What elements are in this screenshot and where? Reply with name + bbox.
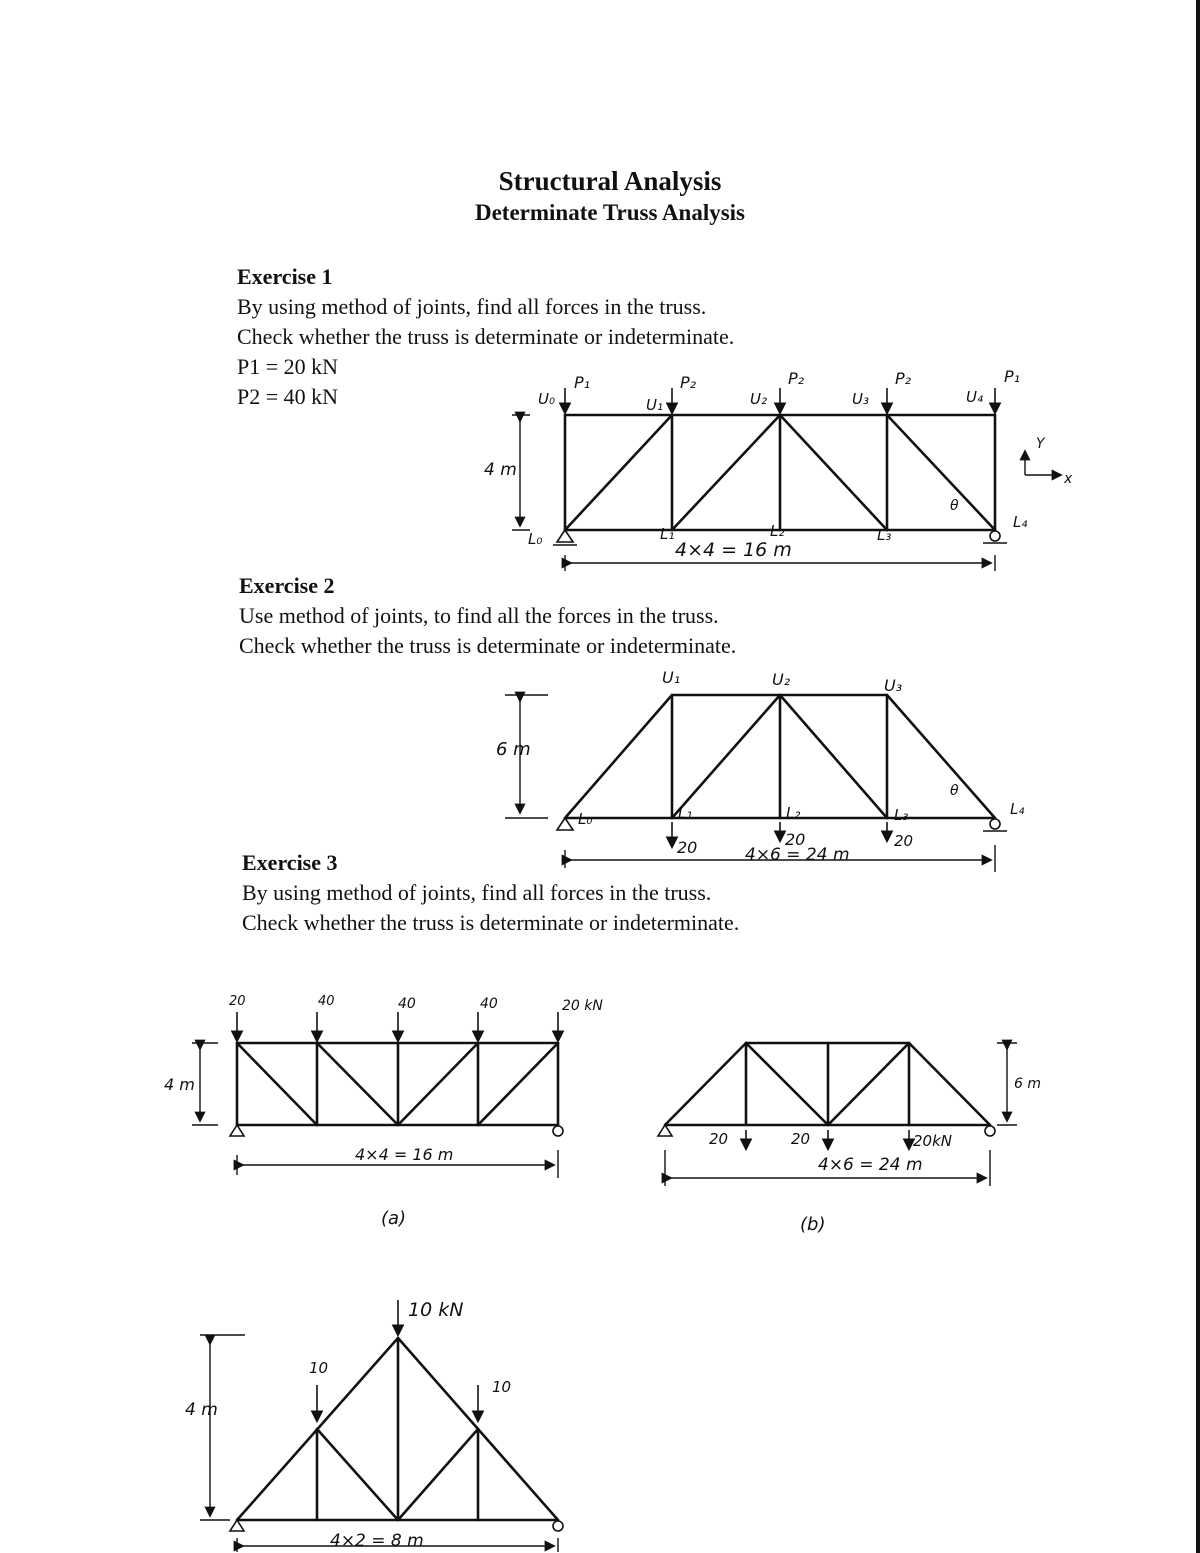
ex2-node-u1: U₁ [662,668,681,687]
ex1-load-p2-2: P₂ [788,369,805,388]
exercise-2-line-1: Use method of joints, to find all the forces in the truss. [239,603,719,628]
ex3b-load-1: 20 [709,1130,729,1148]
ex3b-roller-support [985,1126,995,1136]
ex2-members [565,695,995,818]
ex3b-load-arrows [746,1130,909,1148]
exercise-3-heading: Exercise 3 [242,850,338,875]
ex2-load-arrows [672,822,887,846]
ex3b-height-label: 6 m [1014,1076,1041,1092]
ex3c-pin-support [230,1520,244,1531]
ex3a-load-5: 20 kN [562,998,603,1014]
ex3a-load-2: 40 [318,994,335,1009]
ex3a-members [237,1043,558,1125]
ex3a-load-arrows [237,1012,558,1040]
exercise-1-line-1: By using method of joints, find all forces in the truss. [237,294,707,319]
ex3a-caption: (a) [381,1208,407,1229]
ex1-members [565,415,995,530]
ex3a-roller-support [553,1126,563,1136]
exercise-3b-truss [658,1043,1041,1235]
ex1-node-u2: U₂ [750,390,767,408]
ex2-node-l2: L₂ [786,804,801,822]
exercise-1-p1: P1 = 20 kN [237,354,339,379]
ex1-node-u0: U₀ [538,390,555,408]
exercise-1-p2: P2 = 40 kN [237,384,339,409]
ex3c-members [237,1338,558,1520]
ex3b-load-3: 20kN [913,1132,952,1150]
ex1-node-u3: U₃ [852,390,869,408]
ex3b-members [665,1043,990,1125]
ex1-theta: θ [950,498,959,514]
ex3c-load-right: 10 [492,1378,512,1396]
page-subtitle: Determinate Truss Analysis [474,200,746,225]
ex1-axis-y-label: Y [1036,436,1045,452]
ex2-span-label: 4×6 = 24 m [745,845,850,865]
ex1-load-p1-right: P₁ [1004,367,1021,386]
ex3b-span-label: 4×6 = 24 m [818,1155,923,1175]
ex3c-load-top: 10 kN [408,1299,464,1321]
ex3a-load-3: 40 [398,996,416,1012]
ex3a-span-label: 4×4 = 16 m [355,1145,454,1164]
ex1-node-l2: L₂ [770,522,785,540]
ex1-node-l4: L₄ [1013,513,1028,531]
ex3c-roller-support [553,1521,563,1531]
ex1-load-p1-left: P₁ [574,373,591,392]
ex2-load-1: 20 [677,838,698,857]
ex3a-pin-support [230,1125,244,1136]
ex3b-load-2: 20 [791,1130,811,1148]
ex2-load-3: 20 [894,832,914,850]
ex2-node-u3: U₃ [884,676,903,695]
ex1-pin-support-left [557,530,573,542]
ex3b-caption: (b) [800,1214,826,1235]
ex1-node-l0: L₀ [528,530,543,548]
ex2-node-l1: L₁ [678,804,693,822]
ex2-roller-support-right [990,819,1000,829]
ex3c-span-label: 4×2 = 8 m [330,1531,424,1551]
ex2-theta: θ [950,783,959,799]
ex2-height-label: 6 m [496,739,531,760]
ex1-load-arrows [565,388,995,412]
exercise-2-line-2: Check whether the truss is determinate or indeterminate. [239,633,737,658]
ex3a-load-4: 40 [480,996,498,1012]
ex2-load-2: 20 [785,830,806,849]
ex1-node-u4: U₄ [966,388,983,406]
ex2-node-l0: L₀ [578,810,593,828]
exercise-1-line-2: Check whether the truss is determinate or indeterminate. [237,324,735,349]
ex1-span-label: 4×4 = 16 m [675,539,792,561]
ex3c-load-left: 10 [309,1359,329,1377]
ex1-node-l3: L₃ [877,526,892,544]
ex1-height-label: 4 m [484,460,517,480]
ex3c-height-label: 4 m [185,1400,218,1420]
ex1-axis-x-label: x [1064,471,1073,487]
ex1-load-p2-3: P₂ [895,369,912,388]
ex3a-height-label: 4 m [164,1075,195,1094]
exercise-3a-truss [164,994,603,1229]
ex3a-load-1: 20 [229,994,246,1009]
exercise-2-heading: Exercise 2 [239,573,335,598]
exercise-2-truss [496,668,1024,872]
ex1-roller-support-right [990,531,1000,541]
exercise-3c-truss [185,1299,563,1552]
exercise-1-truss [484,367,1073,571]
ex1-load-p2-1: P₂ [680,373,697,392]
exercise-3-line-1: By using method of joints, find all forces in the truss. [242,880,712,905]
ex2-node-u2: U₂ [772,670,791,689]
exercise-1-heading: Exercise 1 [237,264,333,289]
ex2-node-l3: L₃ [894,806,909,824]
ex2-pin-support-left [557,818,573,830]
page-title: Structural Analysis [498,166,722,196]
exercise-3-line-2: Check whether the truss is determinate or indeterminate. [242,910,740,935]
ex1-node-u1: U₁ [646,396,663,414]
ex2-node-l4: L₄ [1010,800,1025,818]
ex1-node-l1: L₁ [660,525,675,543]
ex3b-pin-support [658,1125,672,1136]
